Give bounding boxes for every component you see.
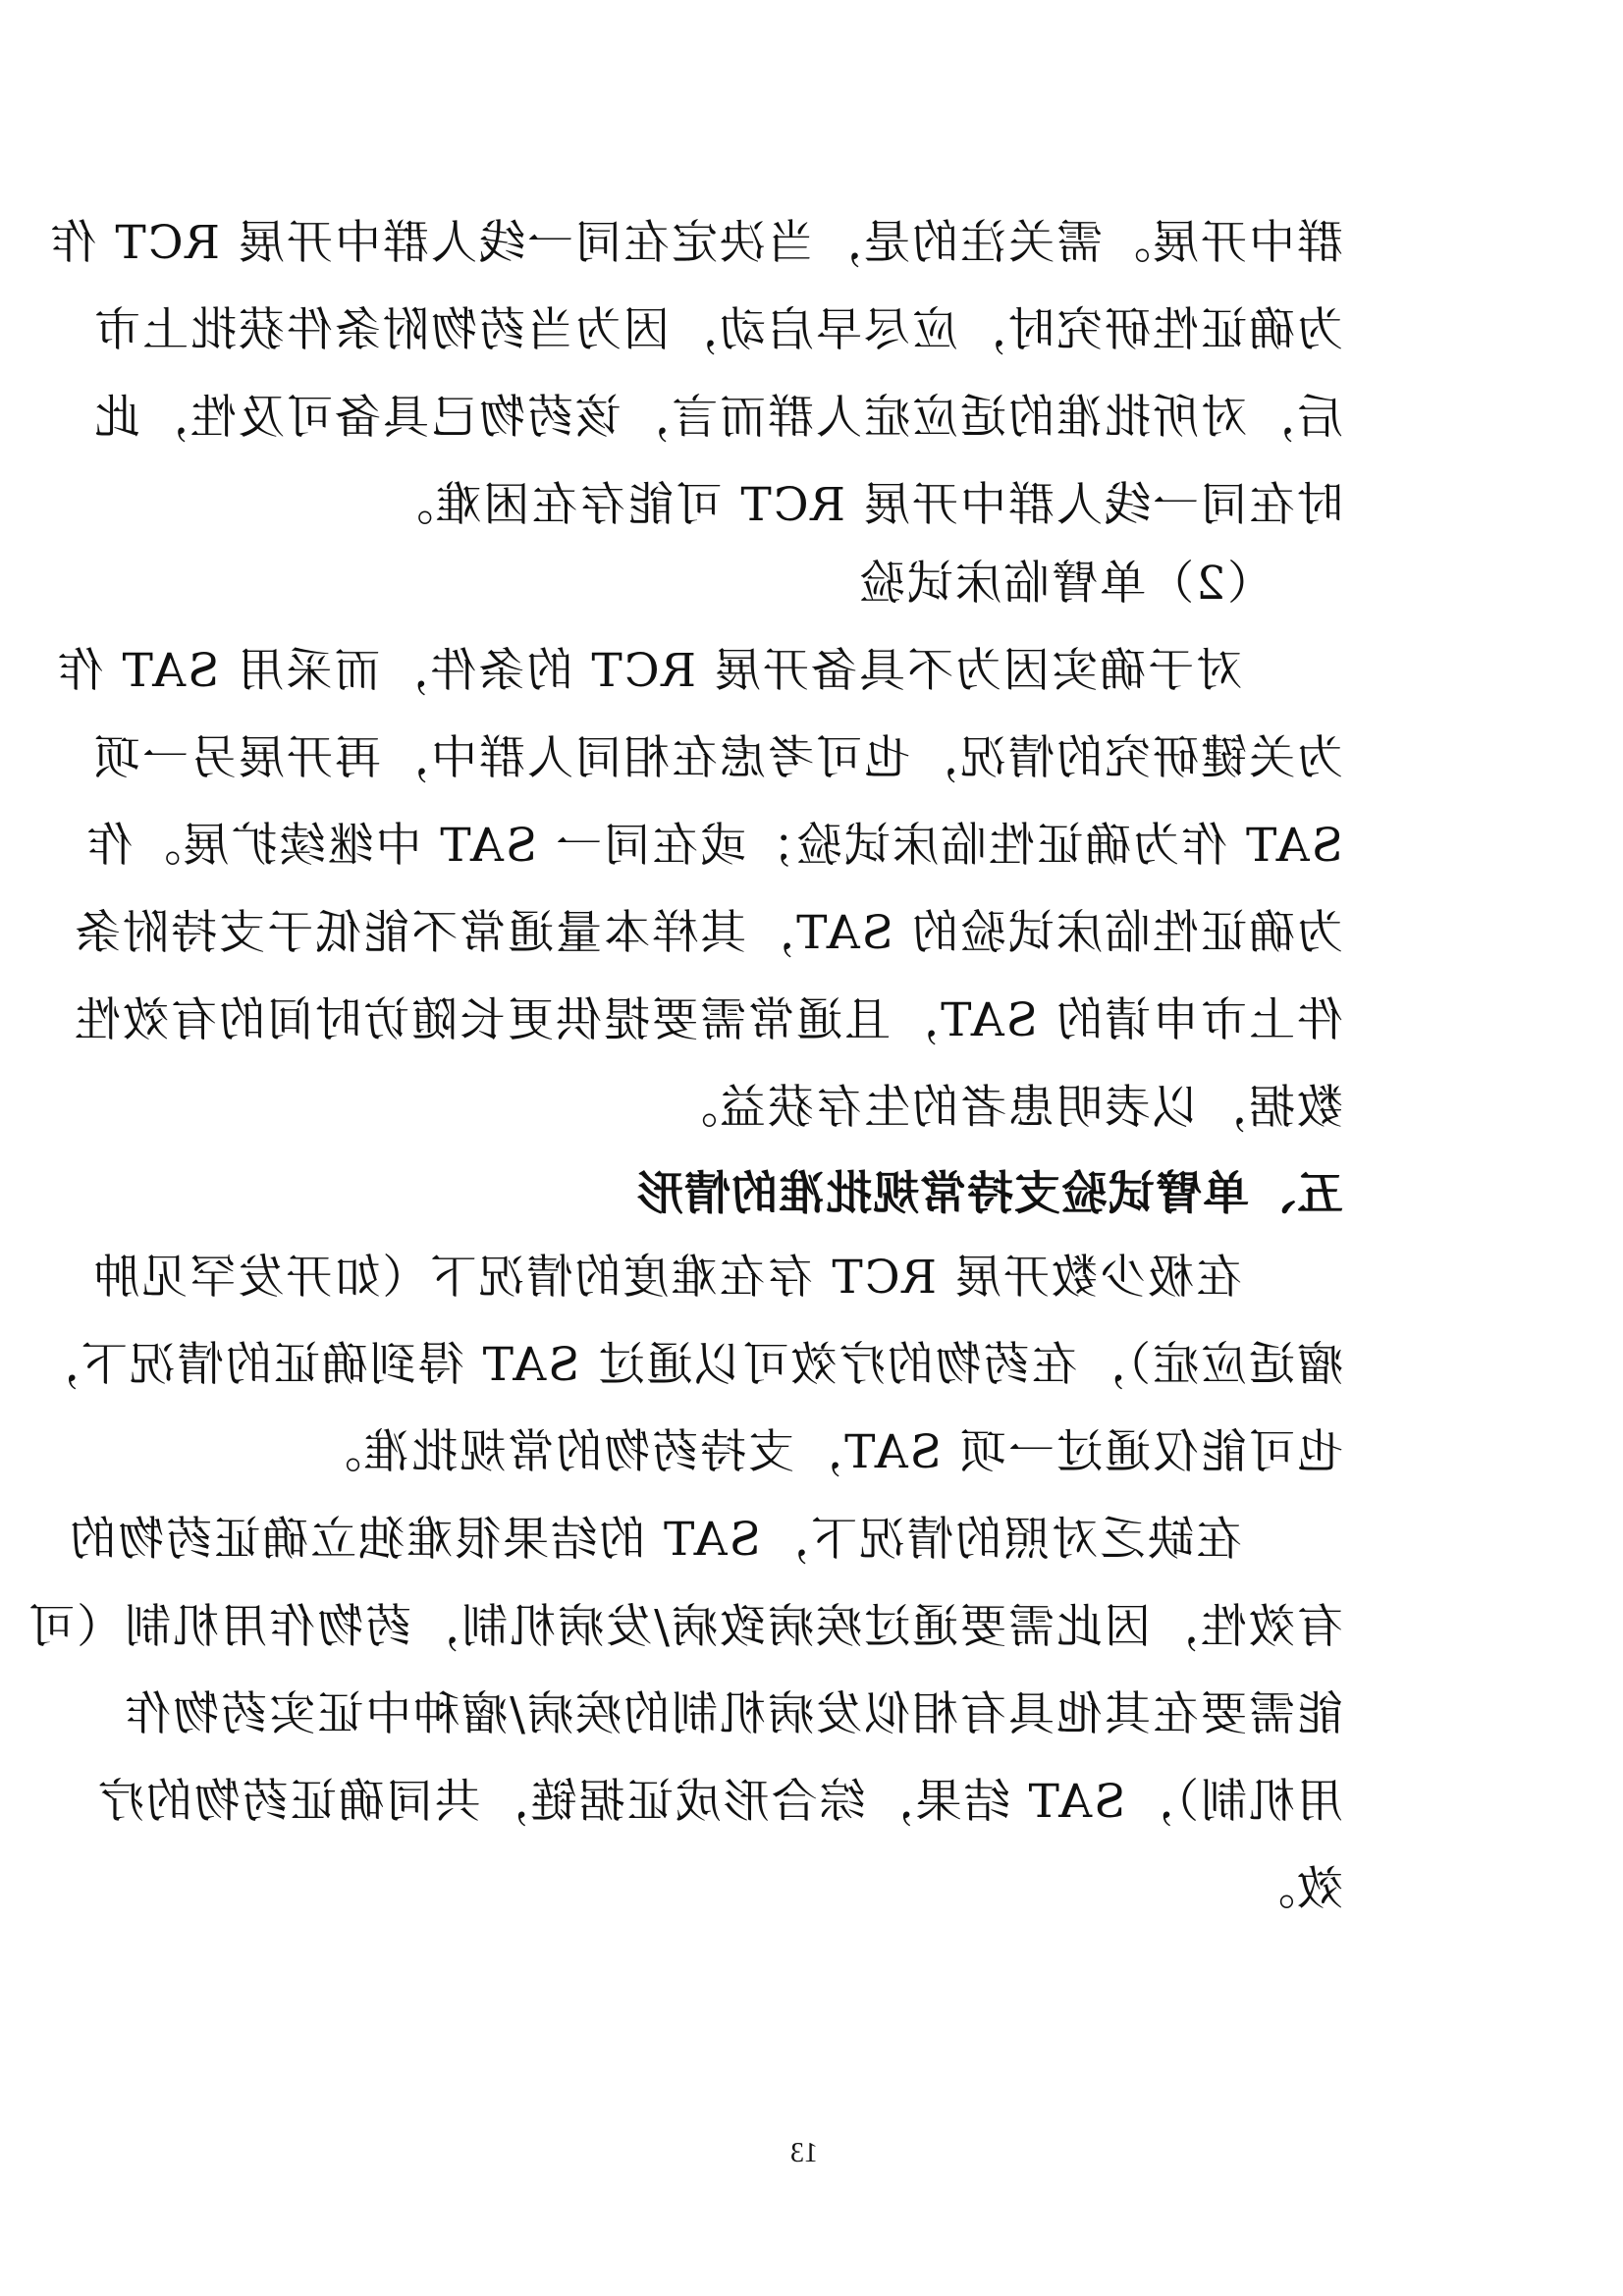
text-line-18: 能需要在其他具有相似发病机制的疾病/瘤种中证实药物作 — [123, 1687, 1343, 1741]
text-line-14: 瘤适应症），在药物的疗效可以通过 SAT 得到确证的情况下， — [30, 1338, 1343, 1392]
text-line-6: 对于确实因为不具备开展 RCT 的条件，而采用 SAT 作 — [55, 644, 1242, 698]
text-line-1: 群中开展。需关注的是，当决定在同一线人群中开展 RCT 作 — [48, 216, 1343, 270]
text-line-9: 为确证性临床试验的 SAT，其样本量通常不能低于支持附条 — [73, 906, 1343, 960]
text-line-15: 也可能仅通过一项 SAT，支持药物的常规批准。 — [313, 1425, 1343, 1479]
text-line-2: 为确证性研究时，应尽早启动，因为当药物附条件获批上市 — [92, 303, 1343, 357]
text-line-20: 效。 — [1247, 1862, 1343, 1916]
text-line-19: 用机制），SAT 结果，综合形成证据链，共同确证药物的疗 — [95, 1775, 1343, 1829]
text-line-7: 为关键研究的情况，也可考虑在相同人群中，再开展另一项 — [92, 731, 1343, 785]
text-line-3: 后，对所批准的适应症人群而言，该药物已具备可及性，此 — [92, 391, 1343, 445]
text-line-8: SAT 作为确证性临床试验；或在同一 SAT 中继续扩展。作 — [84, 819, 1343, 873]
text-line-13: 在极少数开展 RCT 存在难度的情况下（如开发罕见肿 — [91, 1251, 1242, 1305]
text-line-16: 在缺乏对照的情况下，SAT 的结果很难独立确证药物的 — [68, 1513, 1242, 1567]
text-line-10: 件上市申请的 SAT，且通常需要提供更长随访时间的有效性 — [73, 993, 1343, 1047]
text-line-11: 数据，以表明患者的生存获益。 — [670, 1081, 1343, 1135]
page-number: 13 — [790, 2138, 818, 2168]
text-line-4: 时在同一线人群中开展 RCT 可能存在困难。 — [385, 478, 1343, 532]
text-line-17: 有效性，因此需要通过疾病致病/发病机制，药物作用机制（可 — [27, 1600, 1343, 1654]
section-heading: 五、单臂试验支持常规批准的情形 — [636, 1167, 1343, 1221]
subheading: （2）单臂临床试验 — [857, 557, 1273, 611]
